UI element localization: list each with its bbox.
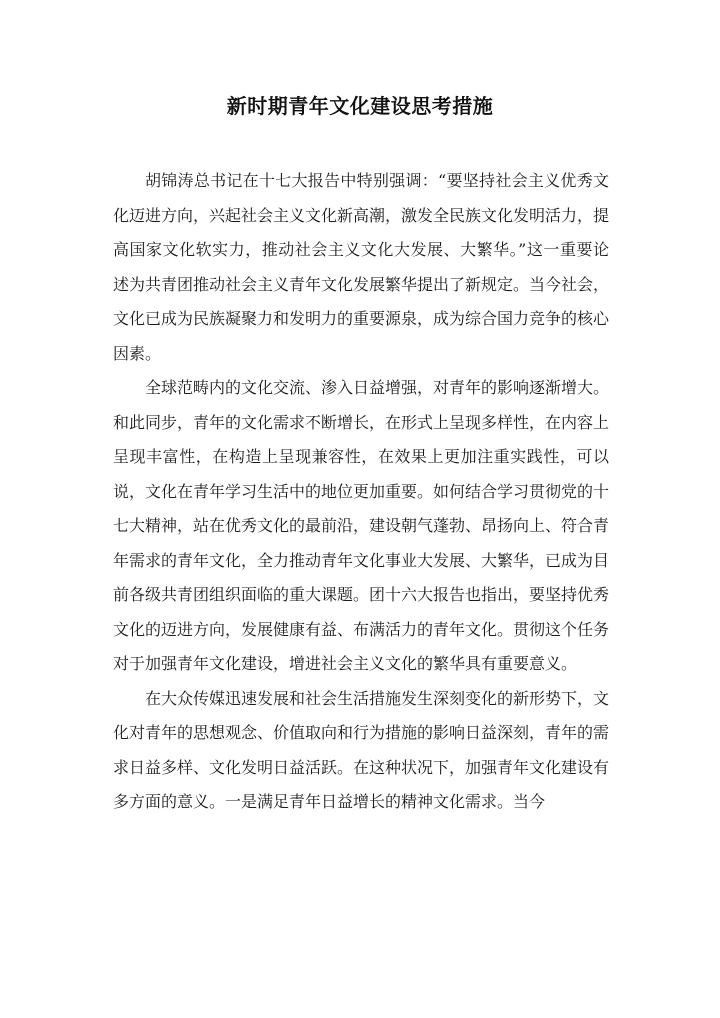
paragraph-2: 全球范畴内的文化交流、渗入日益增强，对青年的影响逐渐增大。和此同步，青年的文化需求不断增长，在形式上呈现多样性，在内容上呈现丰富性，在构造上呈现兼容性，在效果上更加注重实践性，可以说，文化在青年学习生活中的地位更加重要。如何结合学习贯彻党的十七大精神，站在优秀文化的最前沿，建设朝气蓬勃、昂扬向上、符合青年需求的青年文化，全力推动青年文化事业大发展、大繁华，已成为目前各级共青团组织面临的重大课题。团十六大报告也指出，要坚持优秀文化的迈进方向，发展健康有益、布满活力的青年文化。贯彻这个任务对于加强青年文化建设，增进社会主义文化的繁华具有重要意义。 — [113, 378, 610, 673]
paragraph-3: 在大众传媒迅速发展和社会生活措施发生深刻变化的新形势下，文化对青年的思想观念、价值取向和行为措施的影响日益深刻，青年的需求日益多样、文化发明日益活跃。在这种状况下，加强青年文化建设有多方面的意义。一是满足青年日益增长的精神文化需求。当今 — [113, 688, 610, 811]
document-body — [113, 164, 609, 820]
paragraph-1: 胡锦涛总书记在十七大报告中特别强调：“要坚持社会主义优秀文化迈进方向，兴起社会主义文化新高潮，激发全民族文化发明活力，提高国家文化软实力，推动社会主义文化大发展、大繁华。”这一重要论述为共青团推动社会主义青年文化发展繁华提出了新规定。当今社会，文化已成为民族凝聚力和发明力的重要源泉，成为综合国力竞争的核心因素。 — [113, 171, 610, 363]
document-title: 新时期青年文化建设思考措施 — [226, 94, 494, 118]
